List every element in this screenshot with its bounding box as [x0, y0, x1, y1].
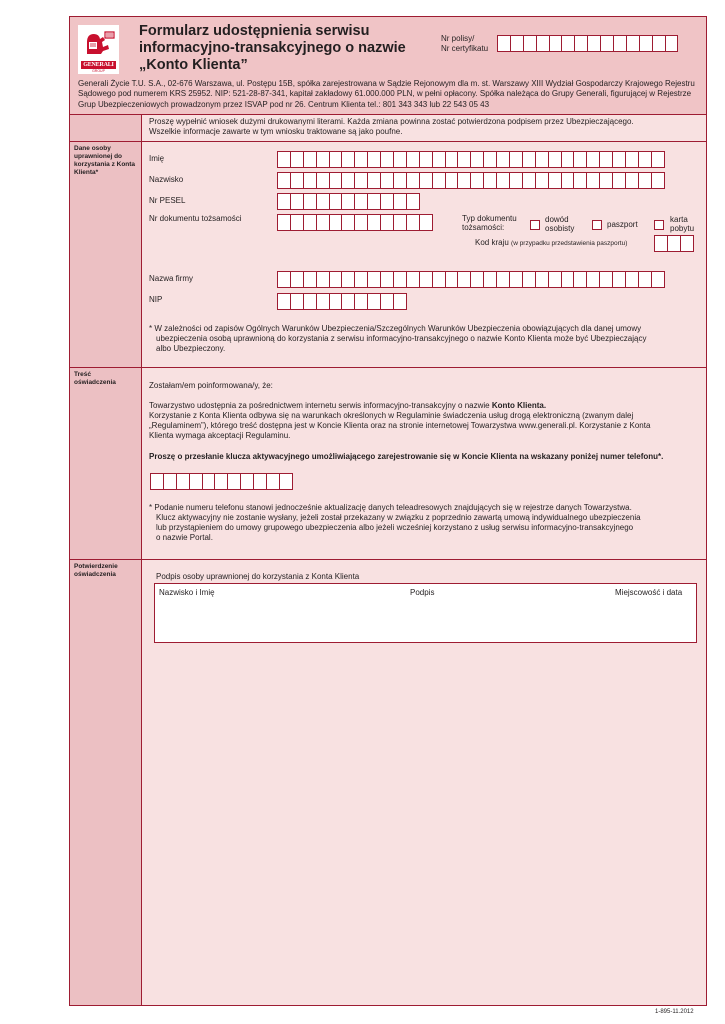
- letter-box[interactable]: [354, 151, 368, 168]
- letter-box[interactable]: [548, 151, 562, 168]
- letter-box[interactable]: [303, 214, 317, 231]
- first-name-label: Imię: [149, 154, 165, 163]
- letter-box[interactable]: [432, 172, 446, 189]
- letter-box[interactable]: [457, 271, 471, 288]
- letter-box[interactable]: [329, 151, 343, 168]
- id-card-checkbox[interactable]: [530, 220, 540, 230]
- letter-box[interactable]: [380, 214, 394, 231]
- letter-box[interactable]: [651, 151, 665, 168]
- country-code-label: [475, 238, 627, 249]
- footnote-2-line-4: o nazwie Portal.: [156, 533, 213, 542]
- country-code-note: (w przypadku przedstawienia paszportu): [511, 240, 628, 247]
- letter-box[interactable]: [496, 172, 510, 189]
- country-code-input[interactable]: [654, 235, 693, 252]
- letter-box[interactable]: [406, 172, 420, 189]
- service-description: [149, 401, 704, 441]
- letter-box[interactable]: [189, 473, 203, 490]
- letter-box[interactable]: [548, 271, 562, 288]
- signature-box[interactable]: [154, 583, 697, 643]
- letter-box[interactable]: [612, 271, 626, 288]
- letter-box[interactable]: [535, 172, 549, 189]
- letter-box[interactable]: [549, 35, 563, 52]
- letter-box[interactable]: [470, 172, 484, 189]
- service-line-1: [149, 401, 704, 411]
- letter-box[interactable]: [457, 172, 471, 189]
- letter-box[interactable]: [303, 271, 317, 288]
- letter-box[interactable]: [612, 151, 626, 168]
- letter-box[interactable]: [406, 193, 420, 210]
- first-name-input[interactable]: [277, 151, 664, 168]
- letter-box[interactable]: [509, 271, 523, 288]
- letter-box[interactable]: [290, 193, 304, 210]
- informed-text: Zostałam/em poinformowana/y, że:: [149, 381, 273, 390]
- letter-box[interactable]: [600, 35, 614, 52]
- letter-box[interactable]: [367, 172, 381, 189]
- letter-box[interactable]: [496, 151, 510, 168]
- letter-box[interactable]: [393, 151, 407, 168]
- letter-box[interactable]: [316, 193, 330, 210]
- company-name-label: Nazwa firmy: [149, 274, 194, 283]
- letter-box[interactable]: [599, 172, 613, 189]
- letter-box[interactable]: [509, 172, 523, 189]
- passport-label: paszport: [607, 220, 638, 229]
- id-card-line-1: dowód: [545, 215, 569, 224]
- letter-box[interactable]: [202, 473, 216, 490]
- letter-box[interactable]: [277, 293, 291, 310]
- letter-box[interactable]: [380, 172, 394, 189]
- letter-box[interactable]: [510, 35, 524, 52]
- section-3-label: [74, 563, 138, 579]
- letter-box[interactable]: [277, 151, 291, 168]
- nip-label: NIP: [149, 295, 163, 304]
- section-3-label-line-2: oświadczenia: [74, 571, 116, 578]
- letter-box[interactable]: [509, 151, 523, 168]
- letter-box[interactable]: [316, 271, 330, 288]
- id-card-line-2: osobisty: [545, 224, 575, 233]
- logo-wordmark: GENERALI: [81, 61, 116, 69]
- letter-box[interactable]: [290, 214, 304, 231]
- form-header: [70, 17, 706, 115]
- letter-box[interactable]: [638, 151, 652, 168]
- letter-box[interactable]: [470, 151, 484, 168]
- residence-card-line-1: karta: [670, 215, 688, 224]
- letter-box[interactable]: [419, 172, 433, 189]
- intro-line-1: Proszę wypełnić wniosek dużymi drukowanymi literami. Każda zmiana powinna zostać potwierdzona podpisem przez Ubezpieczającego.: [149, 117, 634, 126]
- divider: [70, 367, 706, 368]
- letter-box[interactable]: [573, 172, 587, 189]
- doc-type-line-1: Typ dokumentu: [462, 214, 517, 223]
- pesel-input[interactable]: [277, 193, 419, 210]
- letter-box[interactable]: [367, 214, 381, 231]
- letter-box[interactable]: [638, 172, 652, 189]
- letter-box[interactable]: [522, 271, 536, 288]
- letter-box[interactable]: [290, 271, 304, 288]
- pesel-label: Nr PESEL: [149, 196, 186, 205]
- letter-box[interactable]: [599, 271, 613, 288]
- letter-box[interactable]: [522, 151, 536, 168]
- form: [69, 16, 707, 1006]
- letter-box[interactable]: [573, 271, 587, 288]
- letter-box[interactable]: [523, 35, 537, 52]
- intro-line-2: Wszelkie informacje zawarte w tym wniosku traktowane są jako poufne.: [149, 127, 403, 136]
- policy-label-line-1: Nr polisy/: [441, 34, 475, 43]
- letter-box[interactable]: [680, 235, 694, 252]
- footnote-2-line-1: * Podanie numeru telefonu stanowi jednocześnie aktualizację danych teleadresowych znajdujących się w rejestrze danych Towarzystwa.: [149, 503, 632, 512]
- residence-card-line-2: pobytu: [670, 224, 695, 233]
- id-card-label: [545, 215, 574, 233]
- section-2-label-line-1: Treść: [74, 371, 91, 378]
- letter-box[interactable]: [380, 293, 394, 310]
- letter-box[interactable]: [419, 271, 433, 288]
- letter-box[interactable]: [625, 271, 639, 288]
- footnote-2-line-3: lub przystąpieniem do umowy grupowego ubezpieczenia albo jeżeli wcześniej korzystano z usług serwisu informacyjno-transakcyjnego: [156, 523, 634, 532]
- letter-box[interactable]: [316, 151, 330, 168]
- intro-text: [149, 117, 634, 137]
- section-1-label: Dane osoby uprawnionej do korzystania z Konta Klienta*: [74, 145, 136, 176]
- footnote-1-line-2: ubezpieczenia osobą uprawnioną do korzystania z serwisu informacyjno-transakcyjnego o nazwie Konto Klienta może być Ubezpieczający: [156, 334, 647, 343]
- letter-box[interactable]: [354, 193, 368, 210]
- letter-box[interactable]: [367, 293, 381, 310]
- letter-box[interactable]: [445, 172, 459, 189]
- letter-box[interactable]: [626, 35, 640, 52]
- company-name-input[interactable]: [277, 271, 664, 288]
- letter-box[interactable]: [316, 172, 330, 189]
- policy-number-input[interactable]: [497, 35, 677, 52]
- form-code: 1-895-11.2012: [655, 1009, 694, 1015]
- service-line-1-text: Towarzystwo udostępnia za pośrednictwem internetu serwis informacyjno-transakcyjny o nazwie: [149, 401, 492, 410]
- letter-box[interactable]: [277, 214, 291, 231]
- footnote-1-line-1: * W zależności od zapisów Ogólnych Warunków Ubezpieczenia/Szczególnych Warunków Ubezpieczenia obowiązujących dla danej umowy: [149, 324, 642, 333]
- nip-input[interactable]: [277, 293, 406, 310]
- letter-box[interactable]: [341, 271, 355, 288]
- letter-box[interactable]: [303, 293, 317, 310]
- letter-box[interactable]: [253, 473, 267, 490]
- section-2-footnote: [149, 503, 704, 543]
- form-title: [139, 23, 439, 74]
- letter-box[interactable]: [354, 271, 368, 288]
- letter-box[interactable]: [150, 473, 164, 490]
- letter-box[interactable]: [341, 151, 355, 168]
- policy-label-line-2: Nr certyfikatu: [441, 43, 489, 53]
- signature-sign-label: Podpis: [410, 588, 435, 597]
- letter-box[interactable]: [329, 271, 343, 288]
- letter-box[interactable]: [290, 151, 304, 168]
- letter-box[interactable]: [535, 271, 549, 288]
- letter-box[interactable]: [367, 271, 381, 288]
- phone-number-input[interactable]: [150, 473, 292, 490]
- generali-logo: [78, 25, 119, 74]
- passport-checkbox[interactable]: [592, 220, 602, 230]
- letter-box[interactable]: [354, 214, 368, 231]
- signature-place-label: Miejscowość i data: [615, 588, 683, 597]
- letter-box[interactable]: [354, 172, 368, 189]
- letter-box[interactable]: [341, 214, 355, 231]
- letter-box[interactable]: [587, 35, 601, 52]
- letter-box[interactable]: [625, 151, 639, 168]
- last-name-label: Nazwisko: [149, 175, 184, 184]
- letter-box[interactable]: [497, 35, 511, 52]
- letter-box[interactable]: [561, 35, 575, 52]
- id-number-input[interactable]: [277, 214, 432, 231]
- letter-box[interactable]: [419, 214, 433, 231]
- letter-box[interactable]: [586, 271, 600, 288]
- letter-box[interactable]: [535, 151, 549, 168]
- letter-box[interactable]: [638, 271, 652, 288]
- residence-card-label: [670, 215, 694, 233]
- letter-box[interactable]: [625, 172, 639, 189]
- letter-box[interactable]: [329, 293, 343, 310]
- letter-box[interactable]: [341, 172, 355, 189]
- service-line-3: „Regulaminem”), którego treść dostępna jest w Koncie Klienta oraz na stronie internetowej Towarzystwa www.generali.pl. Korzystanie z Konta: [149, 421, 651, 430]
- residence-card-checkbox[interactable]: [654, 220, 664, 230]
- service-line-4: Klienta wymaga akceptacji Regulaminu.: [149, 431, 291, 440]
- letter-box[interactable]: [303, 151, 317, 168]
- section-1-footnote: [149, 324, 704, 354]
- letter-box[interactable]: [561, 151, 575, 168]
- letter-box[interactable]: [651, 172, 665, 189]
- footnote-2-line-2: Klucz aktywacyjny nie zostanie wysłany, jeżeli został przekazany w związku z poprzednio zawartą umową indywidualnego ubezpieczenia: [156, 513, 641, 522]
- letter-box[interactable]: [303, 172, 317, 189]
- letter-box[interactable]: [176, 473, 190, 490]
- country-code-text: Kod kraju: [475, 238, 509, 247]
- section-2-label: [74, 371, 138, 387]
- letter-box[interactable]: [290, 293, 304, 310]
- letter-box[interactable]: [483, 172, 497, 189]
- letter-box[interactable]: [277, 172, 291, 189]
- letter-box[interactable]: [651, 271, 665, 288]
- letter-box[interactable]: [654, 235, 668, 252]
- letter-box[interactable]: [457, 151, 471, 168]
- divider: [70, 559, 706, 560]
- letter-box[interactable]: [406, 151, 420, 168]
- letter-box[interactable]: [354, 293, 368, 310]
- letter-box[interactable]: [586, 172, 600, 189]
- letter-box[interactable]: [277, 271, 291, 288]
- divider: [70, 141, 706, 142]
- letter-box[interactable]: [419, 151, 433, 168]
- section-2-label-line-2: oświadczenia: [74, 379, 116, 386]
- letter-box[interactable]: [329, 172, 343, 189]
- logo-group-text: GROUP: [92, 69, 105, 73]
- letter-box[interactable]: [406, 271, 420, 288]
- letter-box[interactable]: [561, 271, 575, 288]
- letter-box[interactable]: [393, 271, 407, 288]
- letter-box[interactable]: [483, 271, 497, 288]
- letter-box[interactable]: [214, 473, 228, 490]
- letter-box[interactable]: [279, 473, 293, 490]
- letter-box[interactable]: [329, 193, 343, 210]
- letter-box[interactable]: [599, 151, 613, 168]
- doc-type-label: [462, 214, 517, 232]
- footnote-1-line-3: albo Ubezpieczony.: [156, 344, 226, 353]
- activation-request: Proszę o przesłanie klucza aktywacyjnego umożliwiającego zarejestrowanie się w Koncie Klienta na wskazany poniżej numer telefonu*.: [149, 452, 664, 461]
- letter-box[interactable]: [613, 35, 627, 52]
- letter-box[interactable]: [665, 35, 679, 52]
- letter-box[interactable]: [240, 473, 254, 490]
- letter-box[interactable]: [393, 172, 407, 189]
- policy-number-label: [441, 34, 488, 53]
- letter-box[interactable]: [303, 193, 317, 210]
- letter-box[interactable]: [573, 151, 587, 168]
- letter-box[interactable]: [227, 473, 241, 490]
- letter-box[interactable]: [445, 271, 459, 288]
- letter-box[interactable]: [393, 214, 407, 231]
- letter-box[interactable]: [316, 293, 330, 310]
- letter-box[interactable]: [612, 172, 626, 189]
- id-number-label: Nr dokumentu tożsamości: [149, 214, 242, 223]
- letter-box[interactable]: [266, 473, 280, 490]
- letter-box[interactable]: [316, 214, 330, 231]
- letter-box[interactable]: [536, 35, 550, 52]
- letter-box[interactable]: [470, 271, 484, 288]
- service-name-bold: Konto Klienta.: [491, 401, 547, 410]
- letter-box[interactable]: [586, 151, 600, 168]
- company-info: Generali Życie T.U. S.A., 02-676 Warszawa, ul. Postępu 15B, spółka zarejestrowana w Sądzie Rejonowym dla m. st. Warszawy XIII Wydział Gospodarczy Krajowego Rejestru Sądowego pod numerem KRS 25952. NIP: 521-28-87-341, kapitał zakładowy 61.000.000 PLN, w pełni opłacony. Spółka należąca do Grupy Generali, figurującej w Rejestrze Grup Ubezpieczeniowych prowadzonym przez ISVAP pod nr 26. Centrum Klienta tel.: 801 343 343 lub 22 543 05 43: [78, 79, 695, 109]
- letter-box[interactable]: [496, 271, 510, 288]
- letter-box[interactable]: [574, 35, 588, 52]
- title-line-1: Formularz udostępnienia serwisu: [139, 23, 370, 39]
- letter-box[interactable]: [277, 193, 291, 210]
- letter-box[interactable]: [341, 293, 355, 310]
- last-name-input[interactable]: [277, 172, 664, 189]
- letter-box[interactable]: [548, 172, 562, 189]
- letter-box[interactable]: [329, 214, 343, 231]
- letter-box[interactable]: [561, 172, 575, 189]
- signature-title: Podpis osoby uprawnionej do korzystania z Konta Klienta: [156, 572, 360, 581]
- letter-box[interactable]: [393, 193, 407, 210]
- letter-box[interactable]: [522, 172, 536, 189]
- letter-box[interactable]: [667, 235, 681, 252]
- letter-box[interactable]: [341, 193, 355, 210]
- lion-icon: [81, 28, 116, 59]
- service-line-2: Korzystanie z Konta Klienta odbywa się na warunkach określonych w Regulaminie świadczenia usług drogą elektroniczną (zwanym dalej: [149, 411, 634, 420]
- title-line-3: „Konto Klienta”: [139, 57, 248, 73]
- letter-box[interactable]: [380, 271, 394, 288]
- title-line-2: informacyjno-transakcyjnego o nazwie: [139, 40, 406, 56]
- letter-box[interactable]: [639, 35, 653, 52]
- letter-box[interactable]: [445, 151, 459, 168]
- letter-box[interactable]: [367, 151, 381, 168]
- doc-type-line-2: tożsamości:: [462, 223, 505, 232]
- letter-box[interactable]: [432, 271, 446, 288]
- section-3-label-line-1: Potwierdzenie: [74, 563, 118, 570]
- letter-box[interactable]: [652, 35, 666, 52]
- letter-box[interactable]: [406, 214, 420, 231]
- letter-box[interactable]: [163, 473, 177, 490]
- letter-box[interactable]: [483, 151, 497, 168]
- letter-box[interactable]: [290, 172, 304, 189]
- signature-name-label: Nazwisko i Imię: [159, 588, 215, 597]
- section-labels-column: [70, 115, 142, 1005]
- letter-box[interactable]: [432, 151, 446, 168]
- letter-box[interactable]: [367, 193, 381, 210]
- letter-box[interactable]: [393, 293, 407, 310]
- letter-box[interactable]: [380, 151, 394, 168]
- letter-box[interactable]: [380, 193, 394, 210]
